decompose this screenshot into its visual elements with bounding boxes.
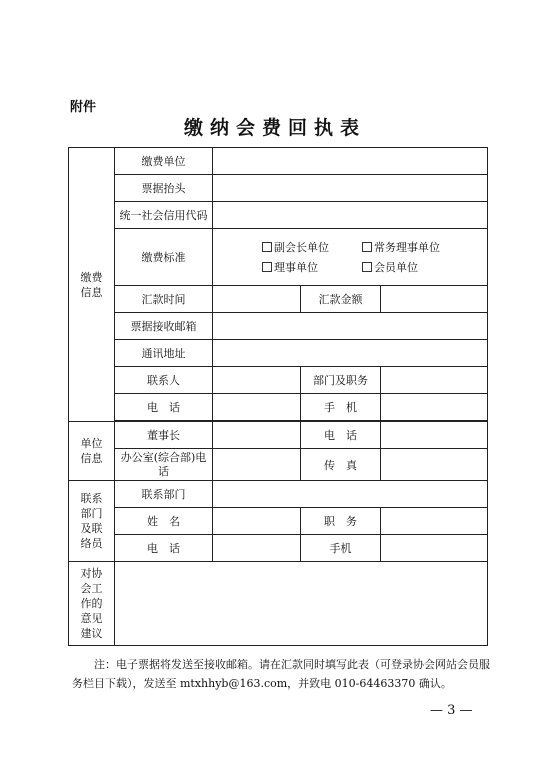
position-field[interactable]	[381, 508, 488, 535]
address-label: 通讯地址	[115, 340, 213, 367]
liaison-mobile-label: 手机	[301, 535, 381, 562]
phone-field[interactable]	[213, 394, 301, 421]
section-fee-info: 缴费信息	[69, 148, 115, 422]
contact-dept-label: 联系部门	[115, 481, 213, 508]
fax-label: 传 真	[301, 449, 381, 481]
opinion-field[interactable]	[115, 562, 488, 646]
invoice-email-field[interactable]	[213, 313, 488, 340]
position-label: 职 务	[301, 508, 381, 535]
office-phone-field[interactable]	[213, 449, 301, 481]
section-contact: 联系部门及联络员	[69, 481, 115, 562]
fee-standard-label: 缴费标准	[115, 229, 213, 286]
fee-standard-options	[213, 229, 488, 286]
invoice-email-label: 票据接收邮箱	[115, 313, 213, 340]
attachment-label: 附件	[70, 100, 97, 115]
remit-amount-label: 汇款金额	[301, 286, 381, 313]
contact-person-label: 联系人	[115, 367, 213, 394]
fax-field[interactable]	[381, 449, 488, 481]
remit-time-label: 汇款时间	[115, 286, 213, 313]
form-title: 缴纳会费回执表	[183, 117, 366, 139]
name-field[interactable]	[213, 508, 301, 535]
chairman-field[interactable]	[213, 422, 301, 449]
mobile-field[interactable]	[381, 394, 488, 421]
option-director[interactable]: 理事单位	[262, 259, 362, 275]
page-number: — 3 —	[430, 703, 473, 718]
name-label: 姓 名	[115, 508, 213, 535]
chairman-label: 董事长	[115, 422, 213, 449]
dept-position-label: 部门及职务	[301, 367, 381, 394]
section-unit-info: 单位信息	[69, 422, 115, 481]
unit-phone-label: 电 话	[301, 422, 381, 449]
office-phone-label: 办公室(综合部)电话	[115, 449, 213, 481]
checkbox-icon[interactable]	[362, 242, 372, 252]
phone-label: 电 话	[115, 394, 213, 421]
dept-position-field[interactable]	[381, 367, 488, 394]
mobile-label: 手 机	[301, 394, 381, 421]
option-standing-director[interactable]: 常务理事单位	[362, 239, 472, 255]
remit-time-field[interactable]	[213, 286, 301, 313]
address-field[interactable]	[213, 340, 488, 367]
invoice-title-label: 票据抬头	[115, 175, 213, 202]
fee-receipt-form	[68, 147, 488, 646]
checkbox-icon[interactable]	[262, 242, 272, 252]
unit-phone-field[interactable]	[381, 422, 488, 449]
contact-person-field[interactable]	[213, 367, 301, 394]
checkbox-icon[interactable]	[262, 262, 272, 272]
option-member[interactable]: 会员单位	[362, 259, 472, 275]
payer-unit-label: 缴费单位	[115, 148, 213, 175]
liaison-mobile-field[interactable]	[381, 535, 488, 562]
payer-unit-field[interactable]	[213, 148, 488, 175]
contact-dept-field[interactable]	[213, 481, 488, 508]
section-opinion: 对协会工作的意见建议	[69, 562, 115, 646]
credit-code-field[interactable]	[213, 202, 488, 229]
liaison-phone-label: 电 话	[115, 535, 213, 562]
remit-amount-field[interactable]	[381, 286, 488, 313]
liaison-phone-field[interactable]	[213, 535, 301, 562]
checkbox-icon[interactable]	[362, 262, 372, 272]
invoice-title-field[interactable]	[213, 175, 488, 202]
option-vice-president[interactable]: 副会长单位	[262, 239, 362, 255]
footer-note: 注：电子票据将发送至接收邮箱。请在汇款同时填写此表（可登录协会网站会员服务栏目下载），发送至 mtxhhyb@163.com，并致电 010-64463370 确认。	[72, 658, 490, 690]
credit-code-label: 统一社会信用代码	[115, 202, 213, 229]
